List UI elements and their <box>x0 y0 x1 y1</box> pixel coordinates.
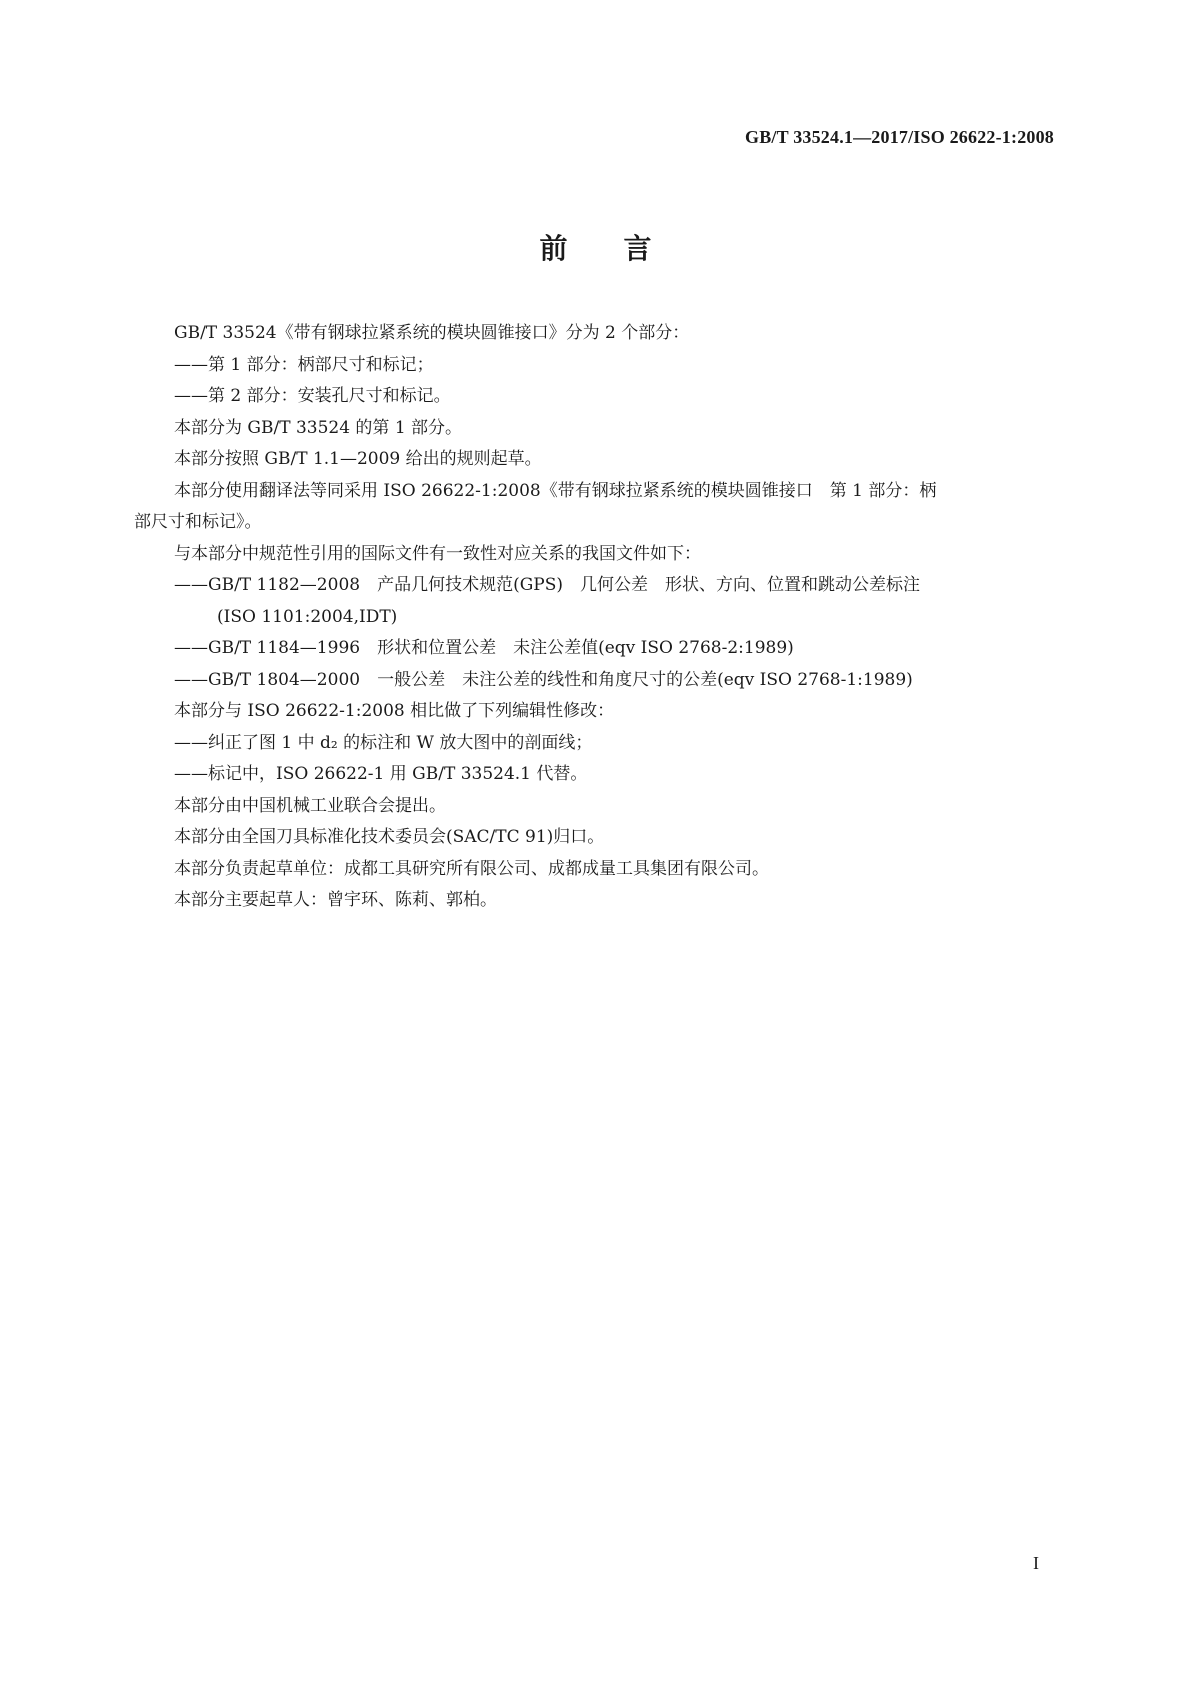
paragraph: 本部分使用翻译法等同采用 ISO 26622-1:2008《带有钢球拉紧系统的模块圆锥接口 第 1 部分：柄 <box>174 480 937 501</box>
paragraph: 与本部分中规范性引用的国际文件有一致性对应关系的我国文件如下： <box>174 543 701 564</box>
page-title: 前言 <box>539 232 708 265</box>
paragraph: 本部分按照 GB/T 1.1—2009 给出的规则起草。 <box>174 449 542 469</box>
paragraph: GB/T 33524《带有钢球拉紧系统的模块圆锥接口》分为 2 个部分： <box>174 323 690 343</box>
paragraph: 本部分主要起草人：曾宇环、陈莉、郭柏。 <box>174 890 497 910</box>
paragraph: 本部分为 GB/T 33524 的第 1 部分。 <box>174 417 463 438</box>
list-item: ——第 2 部分：安装孔尺寸和标记。 <box>174 386 451 406</box>
document-body <box>134 318 1054 917</box>
paragraph-continuation: 部尺寸和标记》。 <box>134 512 262 532</box>
list-item: ——GB/T 1804—2000 一般公差 未注公差的线性和角度尺寸的公差(eqv ISO 2768-1:1989) <box>174 669 913 690</box>
paragraph: 本部分由中国机械工业联合会提出。 <box>174 795 446 816</box>
list-item: ——纠正了图 1 中 d₂ 的标注和 W 放大图中的剖面线； <box>174 732 593 753</box>
paragraph: 本部分由全国刀具标准化技术委员会(SAC/TC 91)归口。 <box>174 827 605 847</box>
list-item: ——GB/T 1184—1996 形状和位置公差 未注公差值(eqv ISO 2768-2:1989) <box>174 638 794 658</box>
page-number: I <box>1033 1553 1039 1573</box>
standard-code-header: GB/T 33524.1—2017/ISO 26622-1:2008 <box>745 127 1054 147</box>
list-item-continuation: (ISO 1101:2004,IDT) <box>217 606 398 627</box>
paragraph: 本部分与 ISO 26622-1:2008 相比做了下列编辑性修改： <box>174 701 615 721</box>
list-item: ——标记中，ISO 26622-1 用 GB/T 33524.1 代替。 <box>174 764 588 784</box>
list-item: ——GB/T 1182—2008 产品几何技术规范(GPS) 几何公差 形状、方向、位置和跳动公差标注 <box>174 575 920 595</box>
paragraph: 本部分负责起草单位：成都工具研究所有限公司、成都成量工具集团有限公司。 <box>174 858 769 879</box>
list-item: ——第 1 部分：柄部尺寸和标记； <box>174 354 434 375</box>
